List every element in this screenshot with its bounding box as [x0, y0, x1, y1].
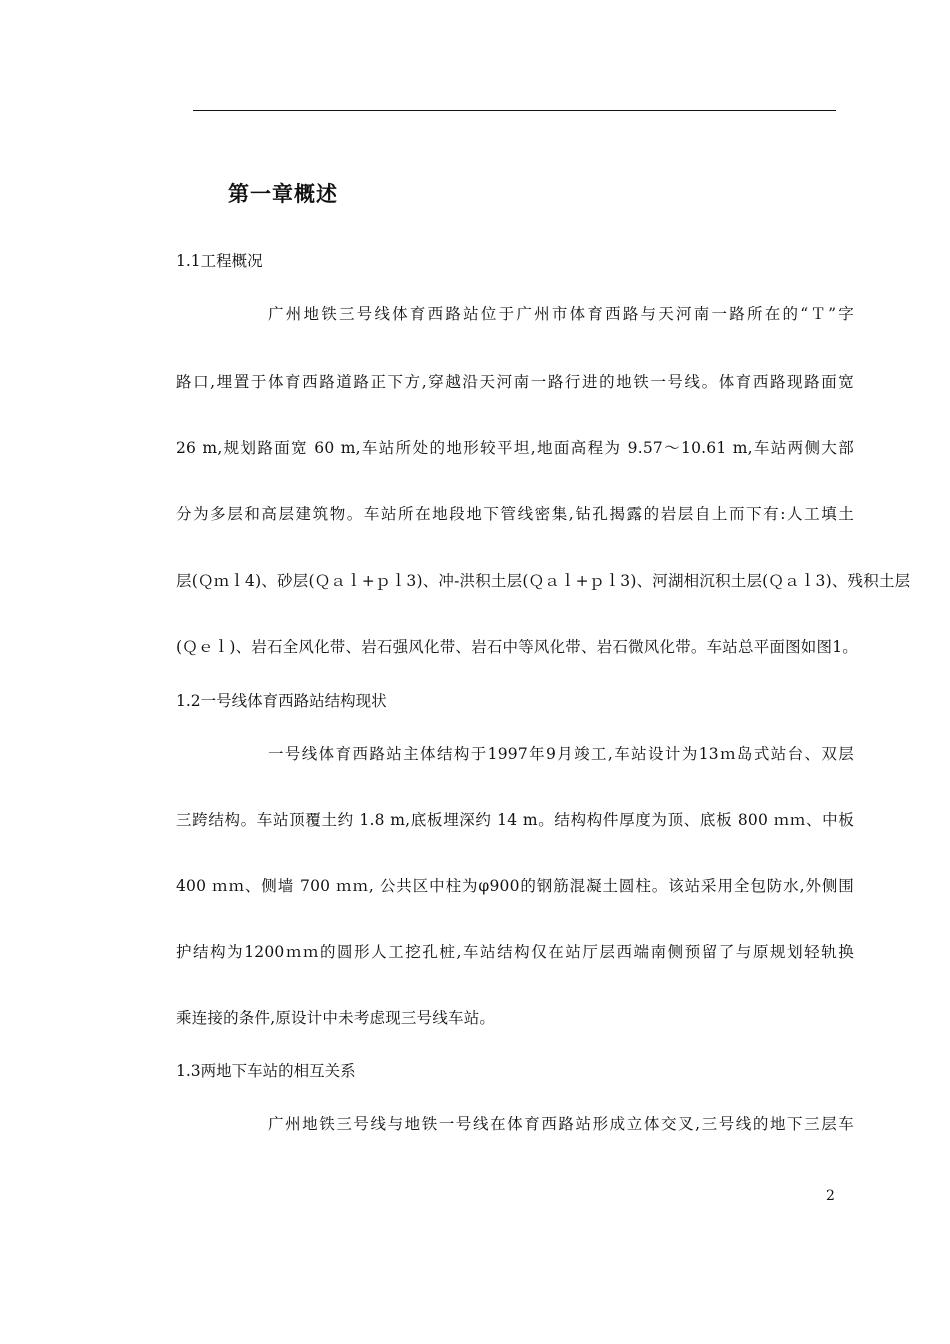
section-heading-1-3: 1.3两地下车站的相互关系 [176, 1062, 356, 1080]
header-rule [193, 110, 836, 111]
paragraph-line: 一号线体育西路站主体结构于1997年9月竣工,车站设计为13ｍ岛式站台、双层 [268, 745, 854, 763]
paragraph-line: 400 ｍｍ、侧墙 700 ｍｍ, 公共区中柱为φ900的钢筋混凝土圆柱。该站采用全包防水,外侧围 [176, 877, 854, 895]
section-heading-1-2: 1.2一号线体育西路站结构现状 [176, 692, 387, 710]
paragraph-line: 护结构为1200ｍｍ的圆形人工挖孔桩,车站结构仅在站厅层西端南侧预留了与原规划轻轨换 [176, 943, 854, 961]
paragraph-line: (Ｑｅｌ)、岩石全风化带、岩石强风化带、岩石中等风化带、岩石微风化带。车站总平面图如图1。 [176, 638, 858, 656]
paragraph-line: 乘连接的条件,原设计中未考虑现三号线车站。 [176, 1009, 496, 1027]
paragraph-line: 广州地铁三号线体育西路站位于广州市体育西路与天河南一路所在的“Ｔ”字 [268, 305, 854, 323]
page-number: 2 [826, 1188, 835, 1204]
paragraph-line: 广州地铁三号线与地铁一号线在体育西路站形成立体交叉,三号线的地下三层车 [268, 1115, 854, 1133]
paragraph-line: 路口,埋置于体育西路道路正下方,穿越沿天河南一路行进的地铁一号线。体育西路现路面宽 [176, 373, 854, 391]
paragraph-line: 三跨结构。车站顶覆土约 1.8 m,底板埋深约 14 m。结构构件厚度为顶、底板 800 ｍｍ、中板 [176, 811, 854, 829]
paragraph-line: 分为多层和高层建筑物。车站所在地段地下管线密集,钻孔揭露的岩层自上而下有:人工填土 [176, 505, 854, 523]
paragraph-line: 层(Ｑｍｌ4)、砂层(Ｑａｌ+ｐｌ3)、冲-洪积土层(Ｑａｌ+ｐｌ3)、河湖相沉积土层(Ｑａｌ3)、残积土层 [176, 572, 911, 590]
paragraph-line: 26 m,规划路面宽 60 m,车站所处的地形较平坦,地面高程为 9.57～10.61 m,车站两侧大部 [176, 439, 854, 457]
chapter-title: 第一章概述 [228, 182, 338, 206]
section-heading-1-1: 1.1工程概况 [176, 252, 263, 270]
